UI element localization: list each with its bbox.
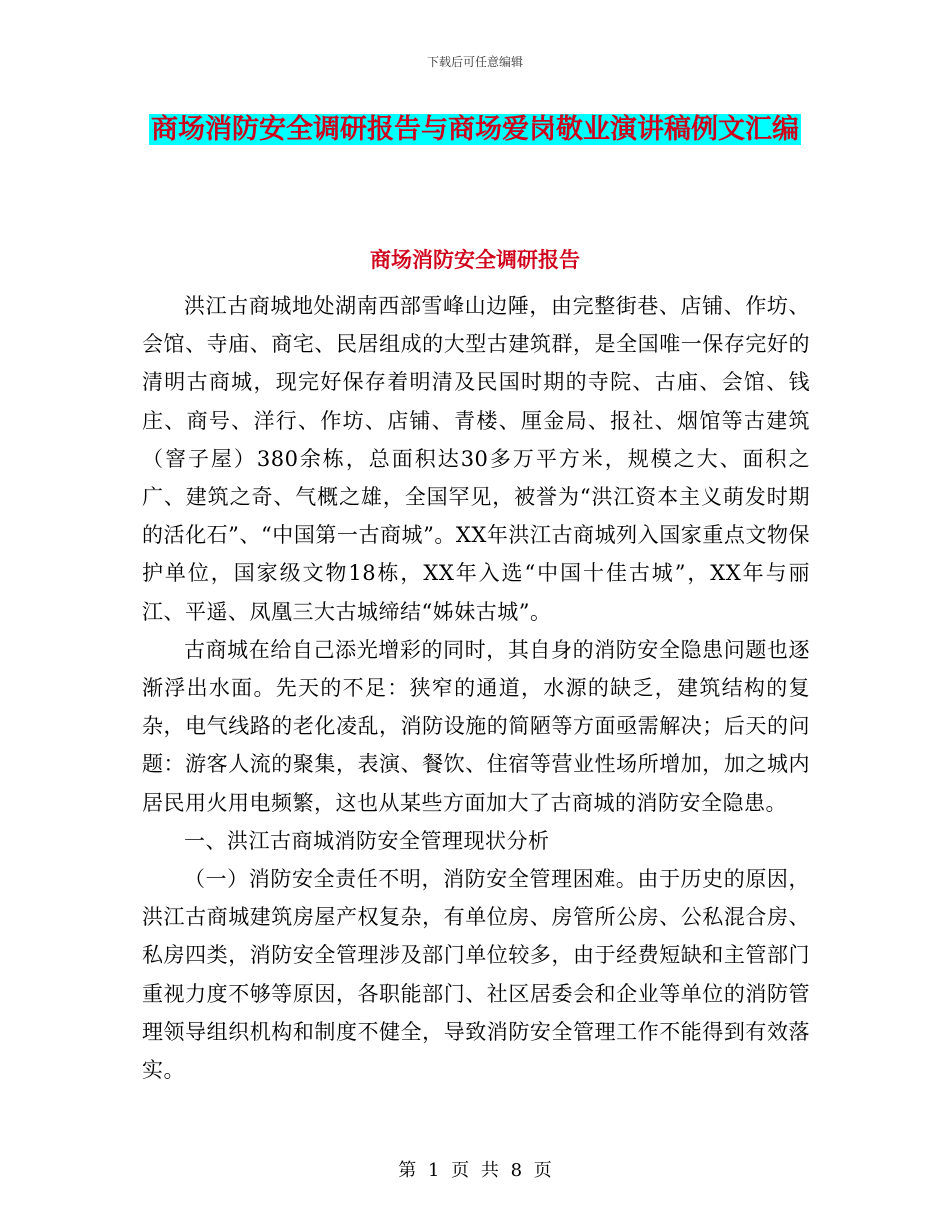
paragraph-hazards: 古商城在给自己添光增彩的同时，其自身的消防安全隐患问题也逐渐浮出水面。先天的不足：狭窄的通道，水源的缺乏，建筑结构的复杂，电气线路的老化凌乱，消防设施的简陋等方面亟需解决；后天的问题：游客人流的聚集，表演、餐饮、住宿等营业性场所增加，加之城内居民用火用电频繁，这也从某些方面加大了古商城的消防安全隐患。 xyxy=(142,637,810,815)
header-note: 下载后可任意编辑 xyxy=(426,55,523,69)
document-body xyxy=(142,287,810,1089)
page-footer: 第 1 页 共 8 页 xyxy=(398,1160,552,1181)
section-title: 商场消防安全调研报告 xyxy=(370,248,580,272)
document-title-text: 商场消防安全调研报告与商场爱岗敬业演讲稿例文汇编 xyxy=(151,114,799,145)
paragraph-responsibility: （一）消防安全责任不明，消防安全管理困难。由于历史的原因，洪江古商城建筑房屋产权复杂，有单位房、房管所公房、公私混合房、私房四类，消防安全管理涉及部门单位较多，由于经费短缺和主管部门重视力度不够等原因，各职能部门、社区居委会和企业等单位的消防管理领导组织机构和制度不健全，导致消防安全管理工作不能得到有效落实。 xyxy=(142,867,810,1083)
paragraph-intro: 洪江古商城地处湖南西部雪峰山边陲，由完整街巷、店铺、作坊、会馆、寺庙、商宅、民居组成的大型古建筑群，是全国唯一保存完好的清明古商城，现完好保存着明清及民国时期的寺院、古庙、会馆、钱庄、商号、洋行、作坊、店铺、青楼、厘金局、报社、烟馆等古建筑（窨子屋）380余栋，总面积达30多万平方米，规模之大、面积之广、建筑之奇、气概之雄，全国罕见，被誉为“洪江资本主义萌发时期的活化石”、“中国第一古商城”。XX年洪江古商城列入国家重点文物保护单位，国家级文物18栋，XX年入选“中国十佳古城”，XX年与丽江、平遥、凤凰三大古城缔结“姊妹古城”。 xyxy=(142,294,810,624)
document-title xyxy=(142,108,808,152)
paragraph-heading-analysis: 一、洪江古商城消防安全管理现状分析 xyxy=(184,828,550,853)
